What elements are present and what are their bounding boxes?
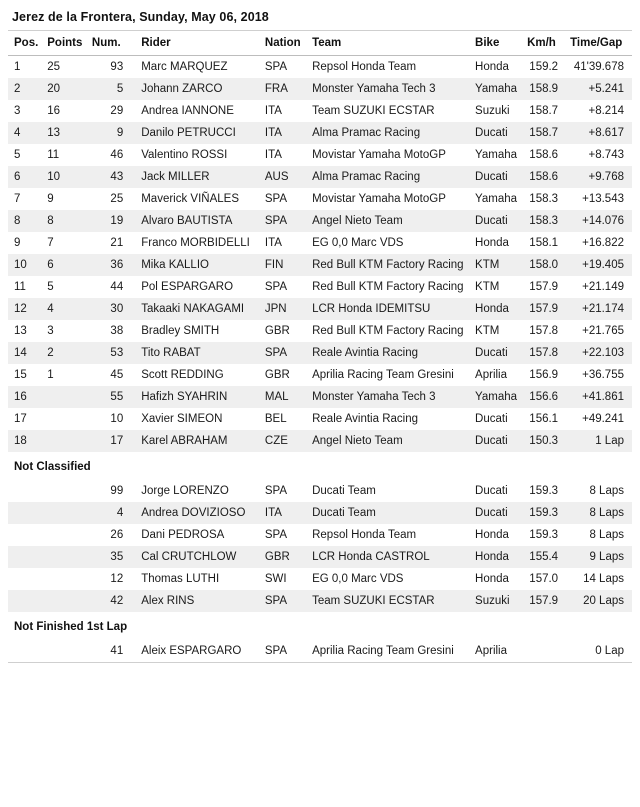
cell-num: 99 (110, 485, 124, 497)
cell-rider: Alvaro BAUTISTA (141, 215, 233, 227)
cell-kmh: 150.3 (529, 435, 559, 447)
table-row[interactable] (8, 568, 632, 590)
cell-kmh: 159.3 (529, 529, 559, 541)
column-header-kmh: Km/h (523, 31, 566, 56)
cell-kmh: 157.9 (529, 303, 559, 315)
cell-pos (8, 480, 43, 502)
cell-pos: 5 (14, 149, 21, 161)
cell-bike: Ducati (475, 127, 508, 139)
cell-kmh: 158.1 (529, 237, 559, 249)
cell-gap: +8.617 (588, 127, 624, 139)
column-header-nation: Nation (261, 31, 308, 56)
cell-pos: 12 (14, 303, 27, 315)
cell-rider: Takaaki NAKAGAMI (141, 303, 245, 315)
cell-num: 93 (110, 61, 124, 73)
table-row[interactable] (8, 320, 632, 342)
cell-kmh: 156.9 (529, 369, 559, 381)
cell-rider: Jorge LORENZO (141, 485, 229, 497)
cell-nation: ITA (264, 127, 282, 139)
cell-points: 11 (47, 149, 60, 161)
table-row[interactable] (8, 502, 632, 524)
cell-team: Red Bull KTM Factory Racing (312, 325, 464, 337)
cell-bike: Honda (475, 61, 509, 73)
cell-gap: +8.743 (588, 149, 624, 161)
cell-nation: GBR (264, 551, 290, 563)
cell-points (43, 480, 88, 502)
cell-rider: Tito RABAT (141, 347, 201, 359)
cell-kmh: 156.6 (529, 391, 559, 403)
cell-bike: Yamaha (475, 83, 518, 95)
cell-bike: Suzuki (475, 105, 510, 117)
table-row[interactable] (8, 640, 632, 663)
cell-rider: Alex RINS (141, 595, 195, 607)
cell-kmh: 158.3 (529, 215, 559, 227)
cell-points (43, 502, 88, 524)
cell-bike: Ducati (475, 171, 508, 183)
cell-kmh: 157.8 (529, 347, 559, 359)
cell-pos: 2 (14, 83, 21, 95)
cell-points (43, 430, 88, 452)
cell-nation: BEL (264, 413, 287, 425)
cell-points: 13 (47, 127, 61, 139)
cell-kmh: 157.9 (529, 595, 559, 607)
cell-nation: ITA (264, 149, 282, 161)
cell-rider: Valentino ROSSI (141, 149, 228, 161)
table-row[interactable] (8, 56, 632, 79)
cell-gap: 0 Lap (595, 645, 624, 657)
table-row[interactable] (8, 480, 632, 502)
cell-team: Monster Yamaha Tech 3 (312, 83, 436, 95)
table-row[interactable] (8, 342, 632, 364)
cell-rider: Pol ESPARGARO (141, 281, 234, 293)
cell-pos: 10 (14, 259, 27, 271)
cell-team: Repsol Honda Team (312, 529, 417, 541)
table-row[interactable] (8, 546, 632, 568)
cell-points: 1 (47, 369, 54, 381)
cell-pos: 11 (14, 281, 26, 293)
cell-gap: +21.174 (582, 303, 624, 315)
table-row[interactable] (8, 122, 632, 144)
table-row[interactable] (8, 210, 632, 232)
cell-team: Ducati Team (312, 485, 376, 497)
cell-pos: 8 (14, 215, 21, 227)
cell-pos: 13 (14, 325, 27, 337)
cell-pos: 14 (14, 347, 27, 359)
table-row[interactable] (8, 524, 632, 546)
cell-nation: CZE (264, 435, 288, 447)
cell-nation: SPA (264, 215, 288, 227)
cell-team: EG 0,0 Marc VDS (312, 573, 404, 585)
cell-rider: Xavier SIMEON (141, 413, 223, 425)
cell-num: 17 (110, 435, 124, 447)
cell-kmh: 158.6 (529, 149, 559, 161)
cell-points: 9 (47, 193, 54, 205)
cell-nation: AUS (264, 171, 289, 183)
cell-gap: +19.405 (582, 259, 624, 271)
cell-nation: GBR (264, 325, 290, 337)
cell-rider: Maverick VIÑALES (141, 193, 239, 205)
cell-gap: +49.241 (582, 413, 624, 425)
cell-nation: MAL (264, 391, 289, 403)
cell-num: 35 (110, 551, 124, 563)
column-header-team: Team (308, 31, 471, 56)
cell-pos: 16 (14, 391, 27, 403)
cell-rider: Marc MARQUEZ (141, 61, 228, 73)
cell-rider: Hafizh SYAHRIN (141, 391, 228, 403)
cell-num: 36 (110, 259, 124, 271)
cell-pos (8, 568, 43, 590)
cell-points (43, 524, 88, 546)
cell-bike: Honda (475, 573, 509, 585)
cell-num: 53 (110, 347, 124, 359)
table-row[interactable] (8, 232, 632, 254)
cell-rider: Cal CRUTCHLOW (141, 551, 237, 563)
cell-team: Aprilia Racing Team Gresini (312, 645, 454, 657)
cell-gap: +22.103 (582, 347, 624, 359)
cell-pos: 3 (14, 105, 21, 117)
cell-bike: Ducati (475, 347, 508, 359)
cell-team: Movistar Yamaha MotoGP (312, 193, 446, 205)
cell-gap: +21.149 (582, 281, 624, 293)
cell-bike: Honda (475, 303, 509, 315)
cell-gap: 20 Laps (583, 595, 624, 607)
cell-bike: Yamaha (475, 149, 518, 161)
cell-kmh: 157.0 (529, 573, 559, 585)
cell-num: 25 (110, 193, 124, 205)
cell-points (43, 640, 88, 663)
cell-points: 5 (47, 281, 54, 293)
cell-nation: ITA (264, 105, 282, 117)
cell-num: 4 (116, 507, 124, 519)
cell-team: Red Bull KTM Factory Racing (312, 281, 464, 293)
table-row[interactable] (8, 188, 632, 210)
cell-rider: Scott REDDING (141, 369, 224, 381)
cell-pos: 9 (14, 237, 21, 249)
page-title: Jerez de la Frontera, Sunday, May 06, 2018 (12, 10, 269, 24)
column-header-bike: Bike (471, 31, 523, 56)
cell-kmh: 158.9 (529, 83, 559, 95)
cell-num: 12 (110, 573, 124, 585)
cell-num: 29 (110, 105, 124, 117)
cell-kmh: 158.6 (529, 171, 559, 183)
section-header-row (8, 612, 632, 640)
cell-gap: 8 Laps (589, 485, 624, 497)
cell-kmh: 155.4 (529, 551, 559, 563)
cell-kmh: 157.9 (529, 281, 559, 293)
cell-team: Ducati Team (312, 507, 376, 519)
cell-team: Team SUZUKI ECSTAR (312, 105, 435, 117)
section-header-label: Not Classified (8, 452, 632, 480)
cell-points: 25 (47, 61, 61, 73)
cell-team: Monster Yamaha Tech 3 (312, 391, 436, 403)
cell-pos (8, 524, 43, 546)
cell-nation: SPA (264, 645, 288, 657)
cell-gap: 1 Lap (595, 435, 624, 447)
cell-points: 2 (47, 347, 54, 359)
cell-pos: 6 (14, 171, 21, 183)
cell-gap: 8 Laps (589, 507, 624, 519)
cell-num: 26 (110, 529, 124, 541)
cell-num: 55 (110, 391, 124, 403)
cell-team: Reale Avintia Racing (312, 347, 419, 359)
cell-gap: +5.241 (588, 83, 624, 95)
table-header-row (8, 31, 632, 56)
cell-gap: 9 Laps (589, 551, 624, 563)
cell-team: Aprilia Racing Team Gresini (312, 369, 454, 381)
cell-num: 9 (116, 127, 124, 139)
cell-rider: Danilo PETRUCCI (141, 127, 236, 139)
cell-points: 20 (47, 83, 61, 95)
cell-points: 7 (47, 237, 54, 249)
cell-rider: Jack MILLER (141, 171, 210, 183)
cell-gap: +14.076 (582, 215, 624, 227)
cell-gap: 8 Laps (589, 529, 624, 541)
cell-num: 30 (110, 303, 124, 315)
table-row[interactable] (8, 100, 632, 122)
cell-bike: Aprilia (475, 645, 508, 657)
cell-team: Alma Pramac Racing (312, 127, 421, 139)
cell-points: 4 (47, 303, 54, 315)
cell-gap: 41'39.678 (573, 61, 624, 73)
cell-nation: GBR (264, 369, 290, 381)
cell-gap: +9.768 (588, 171, 624, 183)
table-row[interactable] (8, 408, 632, 430)
cell-rider: Mika KALLIO (141, 259, 209, 271)
cell-kmh: 156.1 (529, 413, 559, 425)
cell-num: 41 (110, 645, 124, 657)
cell-bike: Yamaha (475, 391, 518, 403)
cell-nation: SPA (264, 61, 288, 73)
cell-gap: 14 Laps (583, 573, 624, 585)
cell-bike: Ducati (475, 413, 508, 425)
cell-bike: Ducati (475, 435, 508, 447)
cell-team: Reale Avintia Racing (312, 413, 419, 425)
table-row[interactable] (8, 386, 632, 408)
cell-points: 8 (47, 215, 54, 227)
cell-nation: SPA (264, 595, 288, 607)
cell-num: 5 (116, 83, 124, 95)
table-row[interactable] (8, 254, 632, 276)
cell-points (43, 386, 88, 408)
cell-bike: Honda (475, 551, 509, 563)
cell-gap: +41.861 (582, 391, 624, 403)
cell-gap: +21.765 (582, 325, 624, 337)
cell-team: Red Bull KTM Factory Racing (312, 259, 464, 271)
cell-pos (8, 590, 43, 612)
cell-pos: 7 (14, 193, 21, 205)
cell-bike: KTM (475, 325, 500, 337)
cell-rider: Franco MORBIDELLI (141, 237, 250, 249)
cell-num: 46 (110, 149, 124, 161)
cell-bike: KTM (475, 281, 500, 293)
cell-points: 3 (47, 325, 54, 337)
cell-points: 16 (47, 105, 61, 117)
cell-bike: Ducati (475, 485, 508, 497)
column-header-gap: Time/Gap (566, 31, 632, 56)
cell-points (43, 590, 88, 612)
cell-rider: Aleix ESPARGARO (141, 645, 242, 657)
cell-bike: KTM (475, 259, 500, 271)
cell-gap: +13.543 (582, 193, 624, 205)
table-row[interactable] (8, 430, 632, 452)
cell-team: EG 0,0 Marc VDS (312, 237, 404, 249)
cell-num: 21 (110, 237, 124, 249)
cell-pos: 1 (14, 61, 21, 73)
cell-pos: 17 (14, 413, 27, 425)
cell-pos: 4 (14, 127, 21, 139)
cell-num: 10 (110, 413, 124, 425)
cell-team: Team SUZUKI ECSTAR (312, 595, 435, 607)
column-header-num: Num. (88, 31, 133, 56)
cell-team: Repsol Honda Team (312, 61, 417, 73)
cell-kmh: 158.7 (529, 105, 559, 117)
table-row[interactable] (8, 364, 632, 386)
cell-points: 6 (47, 259, 54, 271)
table-header (8, 31, 632, 56)
cell-nation: SPA (264, 193, 288, 205)
table-row[interactable] (8, 166, 632, 188)
cell-bike: Yamaha (475, 193, 518, 205)
column-header-points: Points (43, 31, 88, 56)
cell-team: Angel Nieto Team (312, 435, 403, 447)
cell-kmh: 159.2 (529, 61, 559, 73)
cell-nation: SPA (264, 529, 288, 541)
cell-pos: 18 (14, 435, 27, 447)
table-row[interactable] (8, 78, 632, 100)
table-body (8, 56, 632, 663)
cell-pos: 15 (14, 369, 27, 381)
cell-points: 10 (47, 171, 61, 183)
cell-points (43, 546, 88, 568)
cell-bike: Suzuki (475, 595, 510, 607)
cell-kmh: 158.0 (529, 259, 559, 271)
cell-num: 38 (110, 325, 124, 337)
cell-kmh: 157.8 (529, 325, 559, 337)
cell-kmh: 159.3 (529, 507, 559, 519)
cell-points (43, 408, 88, 430)
cell-num: 43 (110, 171, 124, 183)
cell-nation: SWI (264, 573, 287, 585)
cell-bike: Ducati (475, 507, 508, 519)
cell-points (43, 568, 88, 590)
cell-rider: Dani PEDROSA (141, 529, 225, 541)
cell-nation: ITA (264, 507, 282, 519)
cell-nation: JPN (264, 303, 287, 315)
cell-kmh (523, 640, 566, 663)
section-header-row (8, 452, 632, 480)
cell-bike: Honda (475, 237, 509, 249)
cell-rider: Thomas LUTHI (141, 573, 220, 585)
cell-nation: FRA (264, 83, 288, 95)
table-row[interactable] (8, 144, 632, 166)
cell-rider: Karel ABRAHAM (141, 435, 228, 447)
cell-nation: SPA (264, 485, 288, 497)
cell-rider: Andrea DOVIZIOSO (141, 507, 246, 519)
cell-kmh: 158.3 (529, 193, 559, 205)
cell-num: 44 (110, 281, 124, 293)
cell-num: 42 (110, 595, 124, 607)
column-header-pos: Pos. (8, 31, 43, 56)
cell-rider: Johann ZARCO (141, 83, 223, 95)
cell-kmh: 158.7 (529, 127, 559, 139)
table-row[interactable] (8, 276, 632, 298)
cell-pos (8, 640, 43, 663)
cell-gap: +36.755 (582, 369, 624, 381)
cell-nation: SPA (264, 347, 288, 359)
cell-rider: Bradley SMITH (141, 325, 220, 337)
column-header-rider: Rider (133, 31, 261, 56)
cell-bike: Honda (475, 529, 509, 541)
cell-nation: SPA (264, 281, 288, 293)
cell-gap: +8.214 (588, 105, 624, 117)
cell-kmh: 159.3 (529, 485, 559, 497)
cell-nation: FIN (264, 259, 284, 271)
race-results-table (8, 30, 632, 663)
cell-pos (8, 502, 43, 524)
cell-bike: Aprilia (475, 369, 508, 381)
cell-gap: +16.822 (582, 237, 624, 249)
table-row[interactable] (8, 298, 632, 320)
cell-num: 19 (110, 215, 124, 227)
section-header-label: Not Finished 1st Lap (8, 612, 632, 640)
cell-team: Alma Pramac Racing (312, 171, 421, 183)
cell-team: Movistar Yamaha MotoGP (312, 149, 446, 161)
cell-pos (8, 546, 43, 568)
cell-team: LCR Honda IDEMITSU (312, 303, 431, 315)
cell-nation: ITA (264, 237, 282, 249)
cell-bike: Ducati (475, 215, 508, 227)
cell-num: 45 (110, 369, 124, 381)
cell-team: LCR Honda CASTROL (312, 551, 430, 563)
table-row[interactable] (8, 590, 632, 612)
cell-team: Angel Nieto Team (312, 215, 403, 227)
cell-rider: Andrea IANNONE (141, 105, 234, 117)
